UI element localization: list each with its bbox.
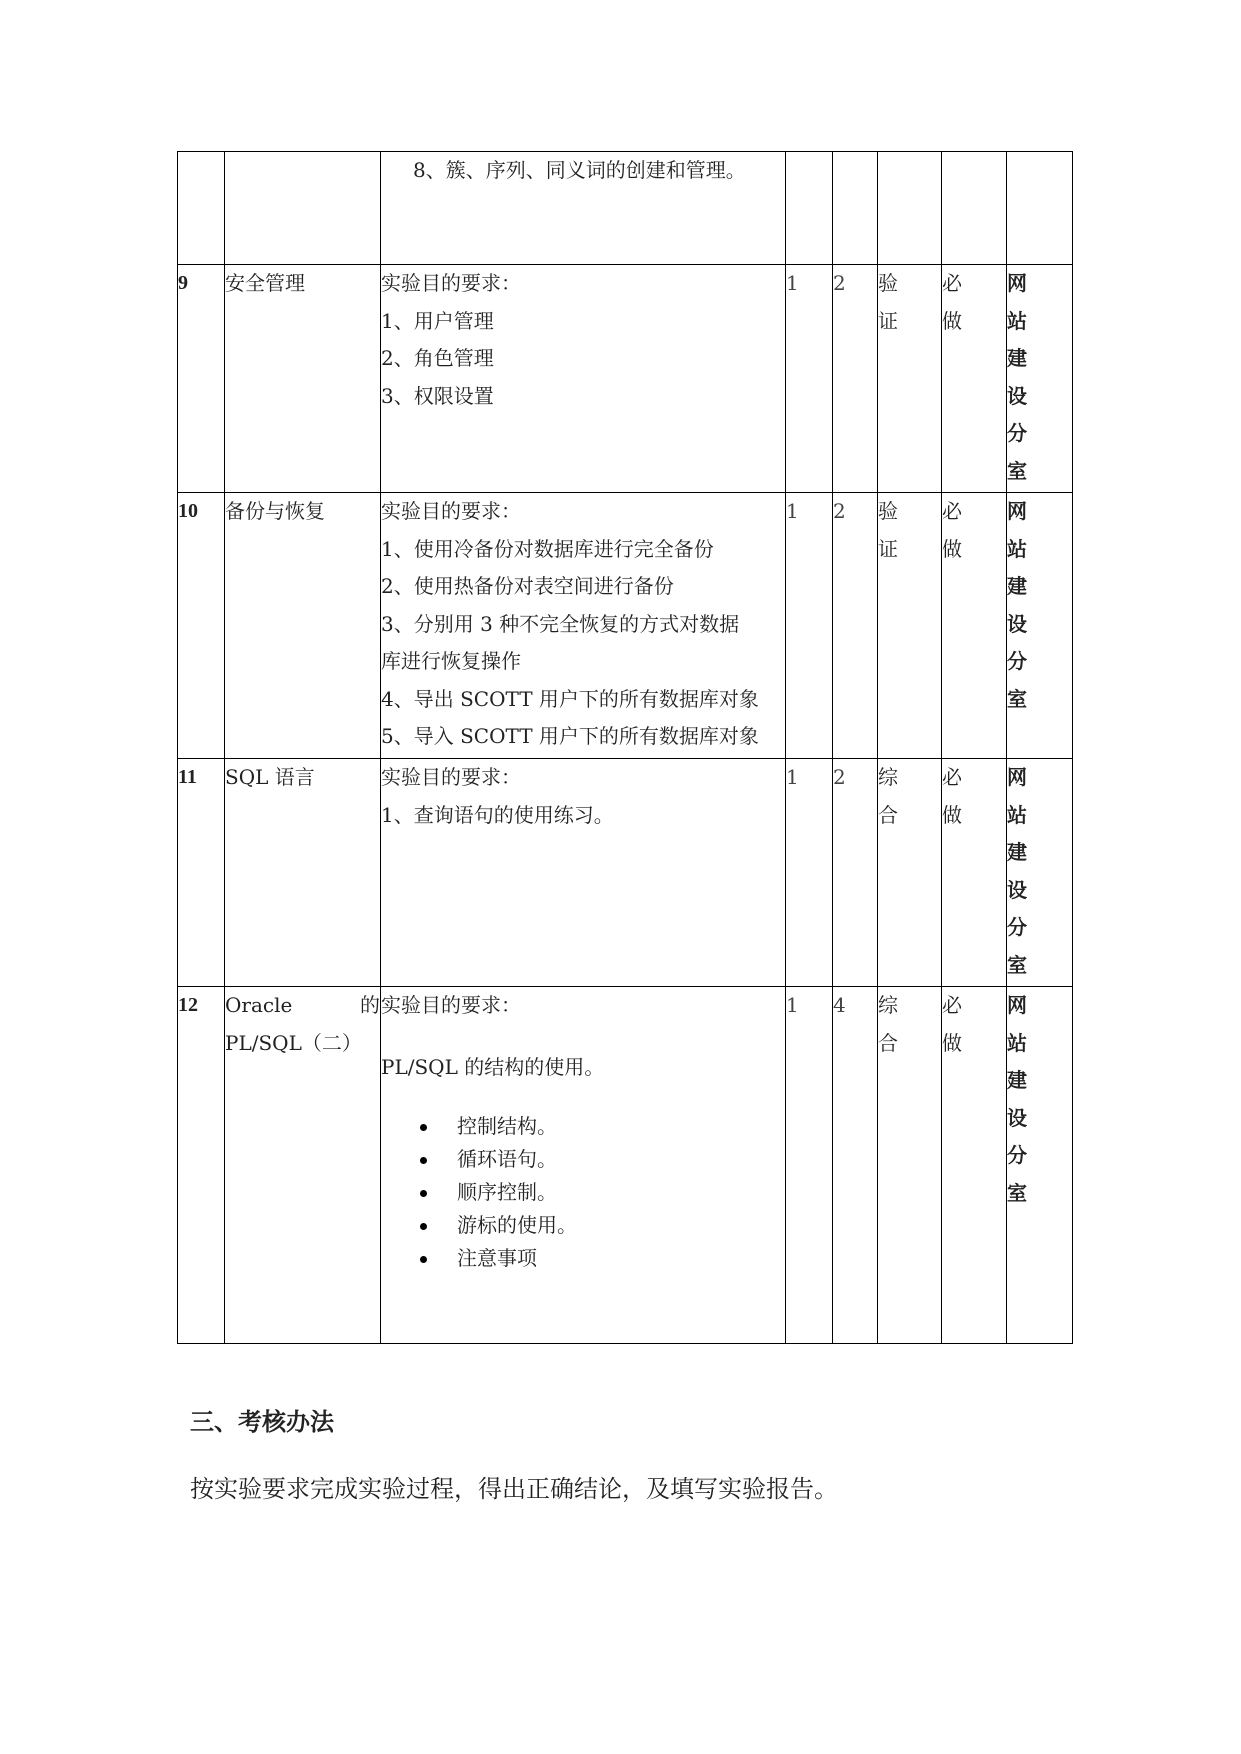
cell-col1 <box>786 152 833 265</box>
name-part: Oracle <box>225 993 293 1017</box>
type-char: 合 <box>878 1030 898 1055</box>
req-char: 做 <box>942 802 962 827</box>
cell-no: 10 <box>178 493 225 759</box>
desc-line: 实验目的要求： <box>381 765 521 789</box>
cell-req <box>942 265 1007 493</box>
section-body: 按实验要求完成实验过程，得出正确结论，及填写实验报告。 <box>190 1475 838 1503</box>
room-char: 设 <box>1007 611 1027 636</box>
desc-line: 1、查询语句的使用练习。 <box>381 802 614 827</box>
cell-col2: 4 <box>833 987 878 1344</box>
cell-req <box>942 987 1007 1344</box>
cell-col2: 2 <box>833 759 878 987</box>
cell-no: 11 <box>178 759 225 987</box>
cell-no: 12 <box>178 987 225 1344</box>
experiment-table <box>177 151 1073 1344</box>
room-char: 站 <box>1007 1030 1027 1055</box>
desc-line: PL/SQL 的结构的使用。 <box>381 1054 605 1079</box>
desc-line: 2、使用热备份对表空间进行备份 <box>381 574 674 598</box>
room-char: 网 <box>1007 993 1027 1017</box>
cell-name <box>225 987 381 1344</box>
room-char: 室 <box>1007 1180 1027 1205</box>
cell-room <box>1007 152 1073 265</box>
room-char: 站 <box>1007 308 1027 333</box>
list-item: 循环语句。 <box>457 1143 785 1176</box>
cell-type <box>878 493 942 759</box>
cell-col1: 1 <box>786 759 833 987</box>
room-char: 设 <box>1007 877 1027 902</box>
cell-desc <box>381 152 786 265</box>
cell-col1: 1 <box>786 493 833 759</box>
table-row <box>178 152 1073 265</box>
room-char: 站 <box>1007 536 1027 561</box>
room-char: 建 <box>1007 1068 1027 1092</box>
section-heading: 三、考核办法 <box>190 1407 334 1436</box>
cell-name: 安全管理 <box>225 265 381 493</box>
room-char: 分 <box>1007 915 1027 939</box>
table-row <box>178 493 1073 759</box>
desc-line: 实验目的要求： <box>381 271 521 295</box>
cell-no: 9 <box>178 265 225 493</box>
cell-room <box>1007 759 1073 987</box>
desc-line: 实验目的要求： <box>381 499 521 523</box>
table-row <box>178 759 1073 987</box>
room-char: 分 <box>1007 1143 1027 1167</box>
req-char: 必 <box>942 993 962 1017</box>
cell-desc <box>381 265 786 493</box>
req-char: 必 <box>942 499 962 523</box>
cell-room <box>1007 265 1073 493</box>
room-char: 室 <box>1007 458 1027 483</box>
cell-room <box>1007 987 1073 1344</box>
cell-desc <box>381 493 786 759</box>
desc-line: 库进行恢复操作 <box>381 649 521 673</box>
desc-line: 1、用户管理 <box>381 308 494 333</box>
cell-type <box>878 987 942 1344</box>
bullet-list <box>381 1110 785 1275</box>
room-char: 网 <box>1007 271 1027 295</box>
desc-line: 3、权限设置 <box>381 383 494 408</box>
type-char: 合 <box>878 802 898 827</box>
desc-line: 4、导出 SCOTT 用户下的所有数据库对象 <box>381 686 759 711</box>
cell-type <box>878 759 942 987</box>
cell-col1: 1 <box>786 265 833 493</box>
cell-type <box>878 152 942 265</box>
req-char: 做 <box>942 308 962 333</box>
cell-name: SQL 语言 <box>225 759 381 987</box>
table-row <box>178 265 1073 493</box>
desc-line: 5、导入 SCOTT 用户下的所有数据库对象 <box>381 724 759 748</box>
type-char: 综 <box>878 993 898 1017</box>
desc-line: 实验目的要求： <box>381 993 521 1017</box>
cell-name <box>225 152 381 265</box>
room-char: 建 <box>1007 574 1027 598</box>
room-char: 室 <box>1007 952 1027 977</box>
type-char: 综 <box>878 765 898 789</box>
name-part: 的 <box>360 993 380 1017</box>
type-char: 验 <box>878 271 898 295</box>
type-char: 证 <box>878 308 898 333</box>
cell-col2: 2 <box>833 493 878 759</box>
req-char: 必 <box>942 271 962 295</box>
desc-line: 2、角色管理 <box>381 346 494 370</box>
cell-desc <box>381 987 786 1344</box>
cell-req <box>942 493 1007 759</box>
cell-col1: 1 <box>786 987 833 1344</box>
list-item: 控制结构。 <box>457 1110 785 1143</box>
type-char: 证 <box>878 536 898 561</box>
desc-line: 8、簇、序列、同义词的创建和管理。 <box>413 158 746 182</box>
cell-col2: 2 <box>833 265 878 493</box>
list-item: 游标的使用。 <box>457 1209 785 1242</box>
cell-no <box>178 152 225 265</box>
room-char: 分 <box>1007 421 1027 445</box>
name-line-2: PL/SQL（二） <box>225 1030 362 1055</box>
table-row <box>178 987 1073 1344</box>
cell-name: 备份与恢复 <box>225 493 381 759</box>
cell-type <box>878 265 942 493</box>
cell-req <box>942 759 1007 987</box>
list-item: 顺序控制。 <box>457 1176 785 1209</box>
room-char: 设 <box>1007 383 1027 408</box>
room-char: 设 <box>1007 1105 1027 1130</box>
room-char: 网 <box>1007 499 1027 523</box>
room-char: 网 <box>1007 765 1027 789</box>
desc-line: 3、分别用 3 种不完全恢复的方式对数据 <box>381 611 740 636</box>
name-line-1 <box>225 987 380 1025</box>
req-char: 做 <box>942 1030 962 1055</box>
list-item: 注意事项 <box>457 1242 785 1275</box>
desc-line: 1、使用冷备份对数据库进行完全备份 <box>381 536 714 561</box>
room-char: 站 <box>1007 802 1027 827</box>
room-char: 建 <box>1007 840 1027 864</box>
cell-room <box>1007 493 1073 759</box>
type-char: 验 <box>878 499 898 523</box>
cell-req <box>942 152 1007 265</box>
cell-col2 <box>833 152 878 265</box>
cell-desc <box>381 759 786 987</box>
req-char: 必 <box>942 765 962 789</box>
room-char: 分 <box>1007 649 1027 673</box>
req-char: 做 <box>942 536 962 561</box>
room-char: 建 <box>1007 346 1027 370</box>
room-char: 室 <box>1007 686 1027 711</box>
